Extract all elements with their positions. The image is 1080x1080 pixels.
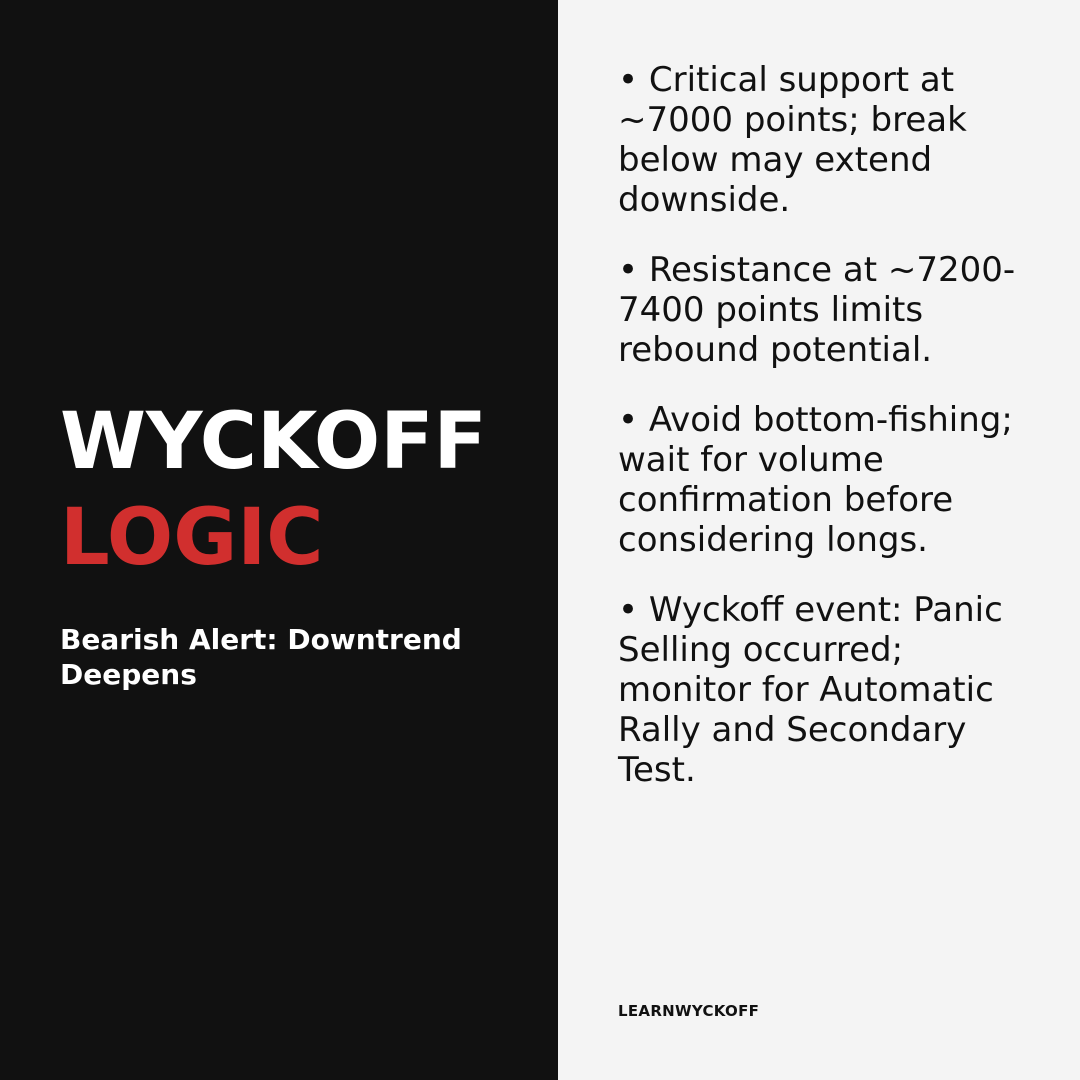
bullet-wyckoff-event: • Wyckoff event: Panic Selling occurred; monitor for Automatic Rally and Secondary Test.	[618, 590, 1003, 790]
brand-footer: LEARNWYCKOFF	[618, 1002, 760, 1020]
title-block	[60, 394, 530, 586]
bullet-resistance: • Resistance at ~7200-7400 points limits rebound potential.	[618, 250, 1016, 370]
right-panel	[558, 0, 1080, 1080]
bullet-avoid-bottom-fishing: • Avoid bottom-fishing; wait for volume confirmation before considering longs.	[618, 400, 1013, 560]
bullet-support: • Critical support at ~7000 points; break below may extend downside.	[618, 60, 967, 220]
title-logic: LOGIC	[60, 493, 324, 583]
alert-subtitle: Bearish Alert: Downtrend Deepens	[60, 623, 462, 691]
title-wyckoff: WYCKOFF	[60, 397, 487, 487]
bullet-list	[618, 60, 1038, 820]
